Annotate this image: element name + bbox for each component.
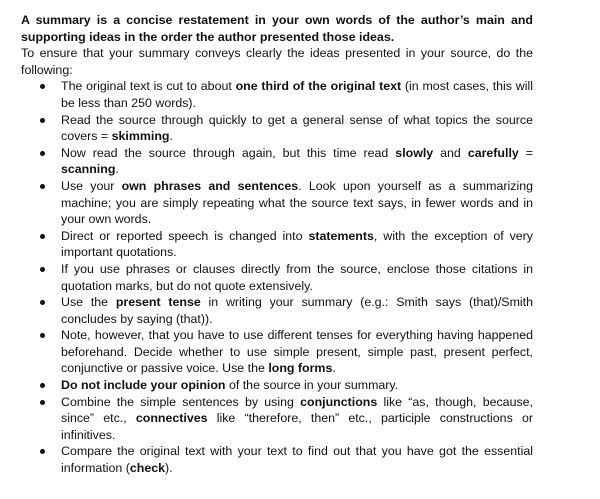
emphasis-text: conjunctions (300, 394, 378, 409)
guideline-item (61, 261, 533, 294)
body-text: . (332, 361, 336, 376)
body-text: and (433, 145, 468, 160)
body-text: . (115, 162, 119, 177)
instruction-paragraph: To ensure that your summary conveys clearly the ideas presented in your source, do the following: (21, 46, 533, 77)
definition-paragraph: A summary is a concise restatement in your own words of the author’s main and supporting ideas in the order the author presented those ideas. (21, 13, 533, 44)
guideline-item (61, 145, 533, 178)
body-text: . Look upon yourself as a summarizing machine; you are simply repeating what the source text says, in fewer words and in your own words. (61, 178, 534, 227)
emphasis-text: slowly (395, 145, 434, 160)
guideline-item (61, 377, 533, 394)
guideline-item (61, 228, 533, 261)
body-text: ). (165, 461, 173, 476)
guideline-list (21, 78, 533, 476)
emphasis-text: present tense (115, 295, 201, 310)
emphasis-text: scanning (61, 162, 116, 177)
body-text: like “as, though, because, since” etc., (61, 394, 533, 426)
body-text: Now read the source through again, but this time read (61, 145, 396, 160)
guideline-item (61, 78, 533, 111)
emphasis-text: connectives (135, 411, 208, 426)
body-text: If you use phrases or clauses directly from the source, enclose those citations in quotation marks, but do not quote extensively. (61, 261, 533, 293)
emphasis-text: carefully (467, 145, 519, 160)
emphasis-text: one third of the original text (235, 79, 402, 94)
emphasis-text: long forms (268, 361, 333, 376)
emphasis-text: check (129, 461, 166, 476)
body-text: , with the exception of very important quotations. (61, 228, 534, 260)
guideline-item (61, 394, 533, 444)
guideline-item (61, 112, 533, 145)
body-text: (in most cases, this will be less than 250 words). (61, 79, 533, 110)
guideline-item (61, 443, 533, 476)
body-text: Note, however, that you have to use different tenses for everything having happened beforehand. Decide whether to use simple present, simple past, present perfect, conjunctive or passive voice. Use the (61, 328, 533, 376)
body-text: Combine the simple sentences by using (61, 394, 301, 409)
body-text: The original text is cut to about (61, 79, 236, 94)
body-text: Use the (61, 295, 116, 310)
body-text: = (518, 145, 533, 160)
document-body (21, 12, 533, 477)
body-text: Direct or reported speech is changed into (61, 228, 309, 243)
body-text: . (169, 129, 173, 144)
body-text: Use your (61, 178, 122, 193)
emphasis-text: own phrases and sentences (121, 178, 299, 193)
body-text: in writing your summary (e.g.: Smith says (that)/Smith concludes by saying (that)). (61, 295, 533, 326)
body-text: Read the source through quickly to get a general sense of what topics the source covers = (61, 112, 533, 144)
emphasis-text: skimming (111, 129, 170, 144)
body-text: of the source in your summary. (225, 378, 399, 393)
emphasis-text: statements (308, 228, 374, 243)
emphasis-text: Do not include your opinion (61, 378, 226, 393)
guideline-item (61, 294, 533, 327)
guideline-item (61, 178, 533, 228)
body-text: Compare the original text with your text to find out that you have got the essential information ( (61, 444, 533, 476)
body-text: like “therefore, then” etc., participle constructions or infinitives. (61, 411, 533, 442)
guideline-item (61, 327, 533, 377)
